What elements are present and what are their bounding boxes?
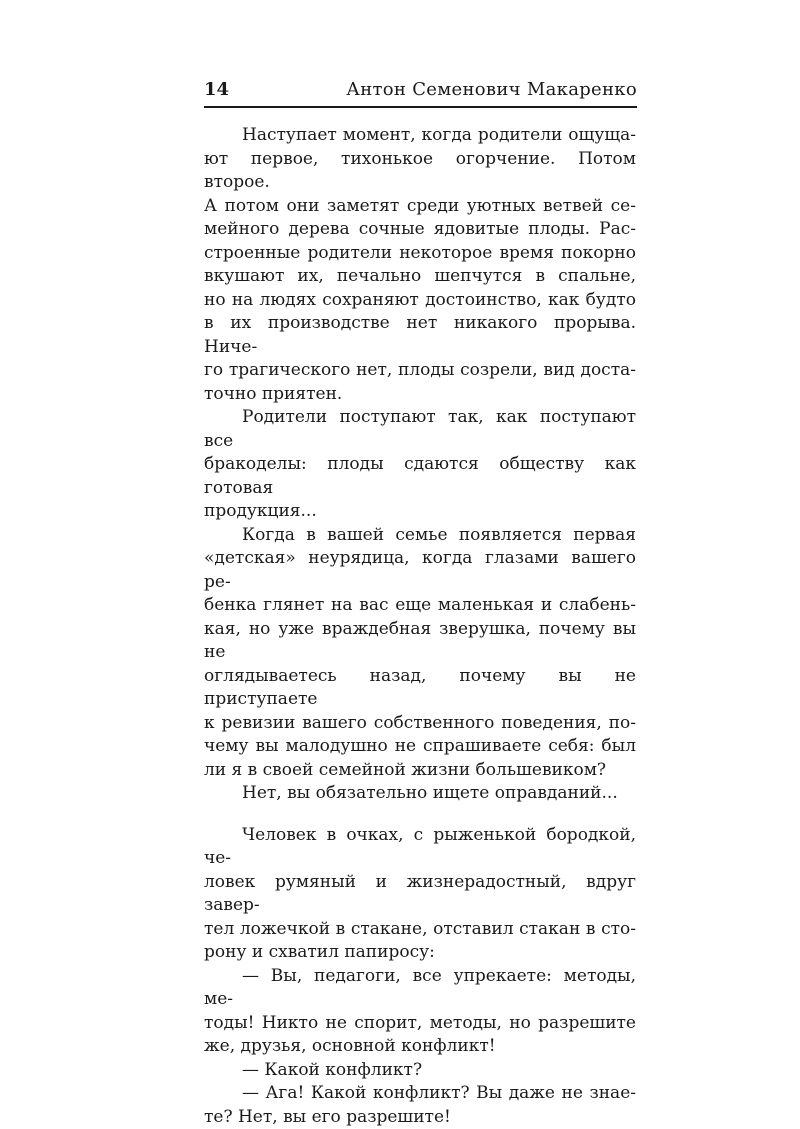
text-line: бенка глянет на вас еще маленькая и слабень- [204,594,636,618]
text-line: оглядываетесь назад, почему вы не приступаете [204,665,636,712]
text-line: к ревизии вашего собственного поведения, по- [204,712,636,736]
text-line: ловек румяный и жизнерадостный, вдруг завер- [204,871,636,918]
text-line: в их производстве нет никакого прорыва. Ниче- [204,312,636,359]
text-line: же, друзья, основной конфликт! [204,1035,636,1059]
text-line: Человек в очках, с рыженькой бородкой, че- [204,824,636,871]
text-line: Нет, вы обязательно ищете оправданий... [204,782,636,806]
text-line: те? Нет, вы его разрешите! [204,1106,636,1129]
text-line: ли я в своей семейной жизни большевиком? [204,759,636,783]
text-line: Когда в вашей семье появляется первая [204,524,636,548]
text-line: ют первое, тихонькое огорчение. Потом второе. [204,148,636,195]
text-line: — Вы, педагоги, все упрекаете: методы, ме- [204,965,636,1012]
text-line: тоды! Никто не спорит, методы, но разрешите [204,1012,636,1036]
text-line: — Какой конфликт? [204,1059,636,1083]
text-body [204,124,636,1129]
text-line: продукция... [204,500,636,524]
running-title: Антон Семенович Макаренко [346,79,637,101]
text-line: мейного дерева сочные ядовитые плоды. Рас- [204,218,636,242]
page-number: 14 [204,79,229,101]
text-line: но на людях сохраняют достоинство, как будто [204,289,636,313]
text-line: тел ложечкой в стакане, отставил стакан в сто- [204,918,636,942]
text-line: чему вы малодушно не спрашиваете себя: был [204,735,636,759]
text-line: точно приятен. [204,383,636,407]
text-line: бракоделы: плоды сдаются обществу как готовая [204,453,636,500]
text-line: вкушают их, печально шепчутся в спальне, [204,265,636,289]
text-line: А потом они заметят среди уютных ветвей се- [204,195,636,219]
text-line: строенные родители некоторое время покорно [204,242,636,266]
text-line: кая, но уже враждебная зверушка, почему вы не [204,618,636,665]
text-line: Наступает момент, когда родители ощуща- [204,124,636,148]
text-line: — Ага! Какой конфликт? Вы даже не знае- [204,1082,636,1106]
text-line: го трагического нет, плоды созрели, вид доста- [204,359,636,383]
text-line: Родители поступают так, как поступают все [204,406,636,453]
text-line: «детская» неурядица, когда глазами вашего ре- [204,547,636,594]
text-line: рону и схватил папиросу: [204,941,636,965]
page-header [204,79,637,108]
